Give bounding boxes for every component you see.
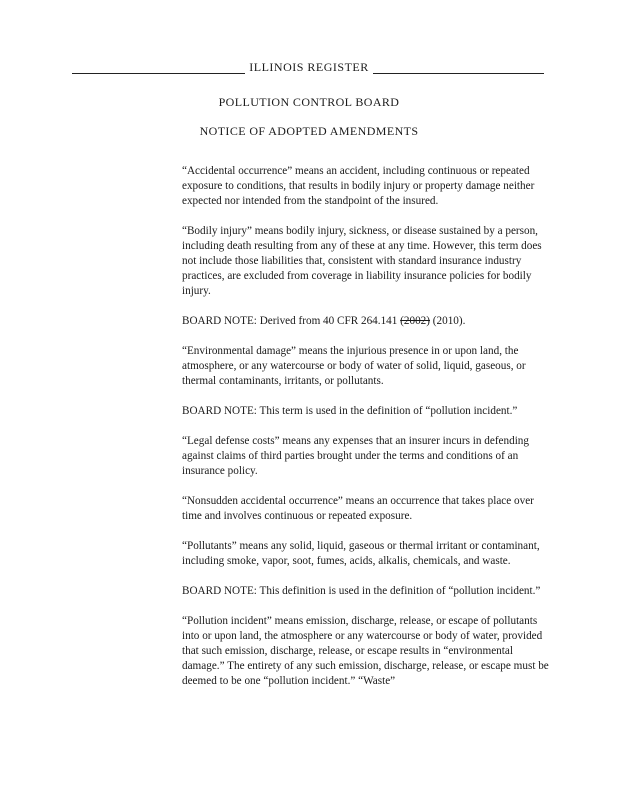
board-note-bodily-injury [182, 314, 554, 329]
definition-bodily-injury: “Bodily injury” means bodily injury, sickness, or disease sustained by a person, including death resulting from any of these at any time. However, this term does not include those liabilities that, consistent with standard insurance industry practices, are excluded from coverage in liability insurance policies for bodily injury. [182, 225, 542, 297]
definition-nonsudden-accidental-occurrence: “Nonsudden accidental occurrence” means an occurrence that takes place over time and involves continuous or repeated exposure. [182, 495, 534, 522]
definition-accidental-occurrence: “Accidental occurrence” means an accident, including continuous or repeated exposure to conditions, that results in bodily injury or property damage neither expected nor intended from the standpoint of the insured. [182, 165, 535, 207]
register-title [0, 60, 618, 74]
definition-pollution-incident: “Pollution incident” means emission, discharge, release, or escape of pollutants into or upon land, the atmosphere or any watercourse or body of water, provided that such emission, discharge, release, or escape results in “environmental damage.” The entirety of any such emission, discharge, release, or escape must be deemed to be one “pollution incident.” “Waste” [182, 615, 549, 687]
definition-legal-defense-costs: “Legal defense costs” means any expenses that an insurer incurs in defending against claims of third parties brought under the terms and conditions of an insurance policy. [182, 435, 529, 477]
board-note-citation: BOARD NOTE: Derived from 40 CFR 264.141 [182, 315, 398, 327]
board-note-pollutants: BOARD NOTE: This definition is used in the definition of “pollution incident.” [182, 585, 541, 597]
inserted-year: (2010). [432, 315, 466, 327]
definition-pollutants: “Pollutants” means any solid, liquid, gaseous or thermal irritant or contaminant, including smoke, vapor, soot, fumes, acids, alkalis, chemicals, and waste. [182, 540, 540, 567]
definition-environmental-damage: “Environmental damage” means the injurious presence in or upon land, the atmosphere, or any watercourse or body of water of solid, liquid, gaseous, or thermal contaminants, irritants, or pollutants. [182, 345, 526, 387]
document-body [182, 164, 554, 704]
register-title-text: ILLINOIS REGISTER [245, 60, 373, 74]
struck-year: (2002) [400, 315, 430, 327]
board-title: POLLUTION CONTROL BOARD [218, 95, 400, 109]
board-note-environmental-damage: BOARD NOTE: This term is used in the definition of “pollution incident.” [182, 405, 518, 417]
notice-title: NOTICE OF ADOPTED AMENDMENTS [199, 124, 419, 138]
